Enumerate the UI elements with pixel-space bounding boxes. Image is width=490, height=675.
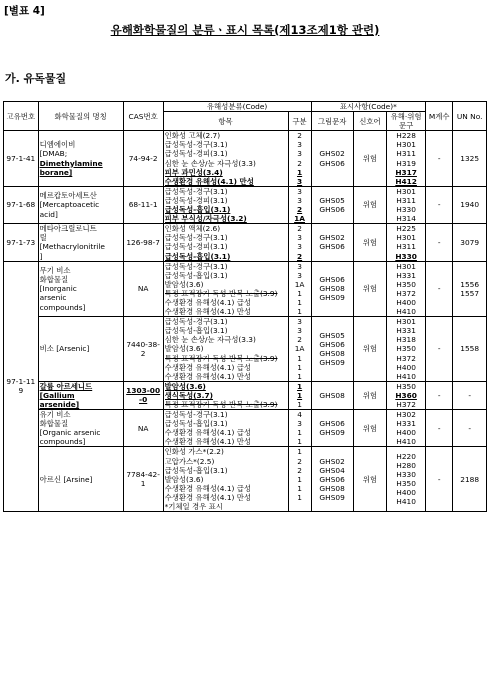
cell-line: 메타아크릴로니트	[39, 224, 97, 234]
table-row	[4, 410, 487, 447]
table-row	[4, 131, 487, 187]
hazard-category: 1	[297, 288, 302, 298]
un-number	[453, 381, 487, 409]
un-number	[453, 410, 487, 447]
hazard-category: 3	[297, 326, 302, 336]
cell-line: H311	[396, 242, 416, 252]
m-factor: -	[426, 261, 453, 317]
document-title: 유해화학물질의 분류ㆍ표시 목록(제13조제1항 관련)	[110, 23, 380, 37]
signal-word: 위험	[353, 261, 387, 317]
cell-line: [Gallium	[39, 390, 75, 400]
cell-line: [Mercaptoacetic	[39, 200, 100, 210]
cell-line: 무기 비소	[39, 266, 71, 276]
hazard-item: 수생환경 유해성(4.1) 만성	[164, 437, 252, 447]
hazard-categories	[288, 381, 311, 409]
hazard-item: 급성독성-경구(3.1)	[164, 233, 228, 243]
col-label-group: 표시사항(Code)*	[311, 102, 425, 112]
cell-line: 디엠에이비	[39, 140, 76, 150]
cell-line: 갈륨 아르세니드	[39, 381, 93, 391]
hazard-item: 발암성(3.6)	[164, 344, 204, 354]
cell-line: GHS06	[319, 474, 345, 484]
table-body	[4, 131, 487, 512]
cell-line: H350	[396, 479, 416, 489]
col-category: 구분	[288, 112, 311, 131]
cell-line: arsenide]	[39, 400, 80, 409]
m-factor: -	[426, 381, 453, 409]
cell-line: -	[468, 390, 471, 400]
chemical-name	[38, 317, 123, 382]
hazard-item: 급성독성-경구(3.1)	[164, 261, 228, 271]
cell-line: H331	[396, 419, 416, 429]
hazard-category: 4	[297, 410, 302, 420]
un-number	[453, 261, 487, 317]
chemical-name	[38, 410, 123, 447]
pictogram-codes	[311, 317, 353, 382]
h-statements	[387, 447, 426, 512]
cell-line: H350	[396, 279, 416, 289]
cell-line: H311	[396, 195, 416, 205]
cell-line: GHS02	[319, 233, 345, 243]
cell-line: 메르캅토아세트산	[39, 191, 97, 201]
hazard-category: 1	[297, 362, 302, 372]
section-heading: 가. 유독물질	[5, 72, 67, 85]
hazard-item: 급성독성-경구(3.1)	[164, 317, 228, 327]
m-factor: -	[426, 224, 453, 261]
cell-line: 릴	[39, 233, 47, 243]
hazard-item: 발암성(3.6)	[164, 381, 206, 391]
cell-line: GHS05	[319, 330, 345, 340]
cell-line: H400	[396, 362, 416, 372]
cell-line: H372	[396, 288, 416, 298]
cell-line: H400	[396, 488, 416, 498]
m-factor: -	[426, 447, 453, 512]
cell-line: H301	[396, 233, 416, 243]
hazard-category: 3	[297, 317, 302, 327]
cell-line: GHS08	[319, 483, 345, 493]
cell-line: H318	[396, 335, 416, 345]
hazard-item: 급성독성-흡입(3.1)	[164, 326, 228, 336]
hazard-item: *기체일 경우 표시	[164, 502, 223, 512]
pictogram-codes	[311, 131, 353, 187]
pictogram-codes	[311, 186, 353, 223]
chemical-name	[38, 186, 123, 223]
hazard-category: 1	[297, 371, 302, 381]
col-hstatement: 유해·위험 문구	[387, 112, 426, 131]
hazard-category: 3	[297, 419, 302, 429]
hazard-item: 급성독성-흡입(3.1)	[164, 251, 231, 261]
hazard-category: 1A	[294, 344, 305, 354]
col-hazard-group: 유해성분류(Code)	[163, 102, 311, 112]
hazard-item: 발암성(3.6)	[164, 279, 204, 289]
cell-line: H410	[396, 371, 416, 381]
cell-line: ]	[39, 251, 43, 261]
cell-line: H412	[395, 176, 417, 186]
hazard-category: 1	[297, 307, 302, 317]
cas-number: 7440-38-2	[123, 317, 163, 382]
hazard-categories	[288, 131, 311, 187]
cell-line: H311	[396, 149, 416, 159]
col-cas: CAS번호	[123, 102, 163, 131]
hazard-item: 인화성 액체(2.6)	[164, 224, 221, 234]
hazard-category: 2	[297, 158, 302, 168]
pictogram-codes	[311, 410, 353, 447]
cell-line: acid]	[39, 209, 58, 219]
pictogram-codes	[311, 381, 353, 409]
cell-line: borane]	[39, 167, 73, 177]
signal-word: 위험	[353, 224, 387, 261]
cell-line: GHS05	[319, 195, 345, 205]
chemical-name	[38, 261, 123, 317]
hazard-category: 3	[297, 233, 302, 243]
cell-line: [Methacrylonitrile	[39, 242, 105, 252]
h-statements	[387, 317, 426, 382]
cell-line: 1940	[460, 200, 480, 210]
hazard-item: 피부 부식성/자극성(3.2)	[164, 214, 247, 224]
cell-line: H410	[396, 497, 416, 507]
cell-line: GHS09	[319, 358, 345, 368]
header-row-1	[4, 102, 487, 112]
hazard-category: 1	[297, 474, 302, 484]
chemical-name	[38, 224, 123, 261]
cell-line: 유기 비소	[39, 410, 71, 420]
cas-number: 68-11-1	[123, 186, 163, 223]
cell-line: H410	[396, 307, 416, 317]
table-row	[4, 317, 487, 382]
cell-line: H220	[396, 452, 416, 462]
cell-line: 1556	[460, 279, 480, 289]
cell-line: [Inorganic	[39, 284, 77, 294]
hazard-item: 심한 눈 손상/눈 자극성(3.3)	[164, 335, 256, 345]
hazard-item: 급성독성-경피(3.1)	[164, 242, 228, 252]
h-statements	[387, 131, 426, 187]
cell-line: H317	[395, 167, 417, 177]
cell-line: 2188	[460, 474, 480, 484]
hazard-category: 3	[296, 176, 303, 186]
h-statements	[387, 381, 426, 409]
hazard-items	[163, 131, 288, 187]
hazard-category: 2	[297, 456, 302, 466]
hazard-item: 수생환경 유해성(4.1) 급성	[164, 297, 252, 307]
cell-line: arsenic	[39, 293, 67, 303]
cell-line: H280	[396, 461, 416, 471]
hazard-item: 수생환경 유해성(4.1) 급성	[164, 483, 252, 493]
hazard-categories	[288, 186, 311, 223]
hazard-items	[163, 317, 288, 382]
hazard-item: 특정 표적장기 독성-반복 노출(3.9)	[164, 400, 278, 409]
un-number	[453, 317, 487, 382]
cell-line: compounds]	[39, 302, 86, 312]
cas-number: NA	[123, 261, 163, 317]
signal-word: 위험	[353, 381, 387, 409]
signal-word: 위험	[353, 186, 387, 223]
hazard-category: 1	[297, 400, 302, 409]
hazard-item: 수생환경 유해성(4.1) 만성	[164, 176, 254, 186]
annex-tag: [별표 4]	[4, 5, 45, 17]
hazard-item: 급성독성-경구(3.1)	[164, 410, 228, 420]
chemical-name	[38, 381, 123, 409]
hazard-item: 급성독성-흡입(3.1)	[164, 465, 228, 475]
m-factor: -	[426, 186, 453, 223]
hazard-item: 수생환경 유해성(4.1) 급성	[164, 428, 252, 438]
hazard-category: 2	[297, 224, 302, 234]
hazard-item: 급성독성-흡입(3.1)	[164, 205, 231, 215]
chemical-name	[38, 131, 123, 187]
cell-line: GHS09	[319, 492, 345, 502]
cell-line: 화합물질	[39, 419, 69, 429]
hazard-item: 급성독성-경피(3.1)	[164, 195, 228, 205]
hazard-item: 특정 표적장기 독성-반복 노출(3.9)	[164, 353, 278, 363]
table-row	[4, 381, 487, 409]
signal-word: 위험	[353, 131, 387, 187]
hazard-category: 3	[297, 195, 302, 205]
cell-line: H410	[396, 437, 416, 447]
hazard-item: 인화성 고체(2.7)	[164, 131, 221, 141]
cell-line: GHS08	[319, 284, 345, 294]
table-row	[4, 186, 487, 223]
cell-line: GHS02	[319, 456, 345, 466]
table-row	[4, 261, 487, 317]
cell-line: H360	[395, 390, 417, 400]
hazard-category: 1	[297, 428, 302, 438]
cell-line: 3079	[460, 237, 480, 247]
hazard-category: 1	[296, 167, 303, 177]
col-id: 고유번호	[4, 102, 39, 131]
h-statements	[387, 410, 426, 447]
h-statements	[387, 261, 426, 317]
cell-line: -	[468, 423, 471, 433]
hazard-categories	[288, 224, 311, 261]
hazard-category: 1	[297, 437, 302, 447]
hazard-category: 2	[296, 251, 303, 261]
cell-line: [DMAB;	[39, 149, 68, 159]
cell-line: GHS08	[319, 348, 345, 358]
hazard-category: 1	[297, 297, 302, 307]
hazard-category: 1	[297, 447, 302, 457]
cell-line: H301	[396, 140, 416, 150]
hazard-item: 생식독성(3.7)	[164, 390, 213, 400]
cell-line: H372	[396, 353, 416, 363]
cell-line: H330	[395, 251, 417, 261]
cell-line: H228	[396, 131, 416, 141]
cell-line: H372	[396, 400, 416, 409]
hazard-category: 3	[297, 270, 302, 280]
cell-line: H330	[396, 470, 416, 480]
hazard-category: 3	[297, 140, 302, 150]
cas-number: 1303-00-0	[123, 381, 163, 409]
hazard-items	[163, 186, 288, 223]
col-pictogram: 그림문자	[311, 112, 353, 131]
cell-line: H330	[396, 205, 416, 215]
hazard-items	[163, 261, 288, 317]
hazard-item: 급성독성-경구(3.1)	[164, 186, 228, 196]
unique-id: 97-1-73	[4, 224, 39, 261]
hazard-category	[290, 502, 310, 511]
cell-line: H350	[396, 381, 416, 391]
hazard-categories	[288, 317, 311, 382]
signal-word: 위험	[353, 447, 387, 512]
cell-line: GHS06	[319, 158, 345, 168]
cell-line: GHS04	[319, 465, 345, 475]
cell-line: GHS09	[319, 428, 345, 438]
un-number	[453, 131, 487, 187]
unique-id: 97-1-68	[4, 186, 39, 223]
col-item: 항목	[163, 112, 288, 131]
chemical-name	[38, 447, 123, 512]
cell-line: compounds]	[39, 437, 86, 447]
hazard-item: 수생환경 유해성(4.1) 만성	[164, 492, 252, 502]
hazard-item: 급성독성-경구(3.1)	[164, 140, 228, 150]
hazard-category: 2	[297, 131, 302, 141]
cell-line: GHS06	[319, 205, 345, 215]
col-signal: 신호어	[353, 112, 387, 131]
m-factor: -	[426, 317, 453, 382]
cell-line: GHS06	[319, 419, 345, 429]
cell-line: Dimethylamine	[39, 158, 103, 168]
cas-number: 126-98-7	[123, 224, 163, 261]
un-number	[453, 224, 487, 261]
hazard-category: 1A	[294, 279, 305, 289]
m-factor: -	[426, 410, 453, 447]
cas-number: 7784-42-1	[123, 447, 163, 512]
hazard-item: 특정 표적장기 독성-반복 노출(3.9)	[164, 288, 278, 298]
hazard-item: 발암성(3.6)	[164, 474, 204, 484]
cell-line: GHS06	[319, 275, 345, 285]
hazard-categories	[288, 261, 311, 317]
cell-line: GHS09	[319, 293, 345, 303]
hazard-item: 수생환경 유해성(4.1) 만성	[164, 307, 252, 317]
cell-line: 아르신 [Arsine]	[39, 474, 93, 484]
hazard-item: 고압가스*(2.5)	[164, 456, 215, 466]
hazard-category: 1	[297, 353, 302, 363]
signal-word: 위험	[353, 317, 387, 382]
cell-line: 1325	[460, 154, 480, 164]
cell-line: H319	[396, 158, 416, 168]
hazard-item: 급성독성-흡입(3.1)	[164, 419, 228, 429]
cell-line: H400	[396, 428, 416, 438]
hazard-category: 1	[297, 492, 302, 502]
cell-line: H301	[396, 317, 416, 327]
hazard-category: 2	[297, 335, 302, 345]
hazard-category: 3	[297, 186, 302, 196]
hazard-category: 1	[296, 381, 303, 391]
cas-number: 74-94-2	[123, 131, 163, 187]
cell-line: 1558	[460, 344, 480, 354]
cas-number: NA	[123, 410, 163, 447]
hazard-category: 2	[296, 205, 303, 215]
un-number	[453, 447, 487, 512]
hazard-category: 3	[297, 149, 302, 159]
cell-line: H301	[396, 186, 416, 196]
hazard-item: 수생환경 유해성(4.1) 급성	[164, 362, 252, 372]
hazard-category: 1A	[294, 214, 305, 224]
col-m-factor: M계수	[426, 102, 453, 131]
hazard-category: 3	[297, 261, 302, 271]
hazard-item: 심한 눈 손상/눈 자극성(3.3)	[164, 158, 256, 168]
cell-line: GHS06	[319, 242, 345, 252]
cell-line: H302	[396, 410, 416, 420]
pictogram-codes	[311, 447, 353, 512]
cell-line: GHS08	[319, 390, 345, 400]
col-name: 화학물질의 명칭	[38, 102, 123, 131]
cell-line: H331	[396, 270, 416, 280]
signal-word: 위험	[353, 410, 387, 447]
un-number	[453, 186, 487, 223]
hazard-items	[163, 381, 288, 409]
cell-line: 화합물질	[39, 275, 69, 285]
unique-id: 97-1-119	[4, 261, 39, 512]
h-statements	[387, 224, 426, 261]
hazard-categories	[288, 447, 311, 512]
cell-line: H400	[396, 297, 416, 307]
hazard-item: 피부 과민성(3.4)	[164, 167, 223, 177]
table-row	[4, 447, 487, 512]
hazard-item: 급성독성-경피(3.1)	[164, 149, 228, 159]
hazard-classification-table	[3, 101, 487, 512]
hazard-category: 2	[297, 465, 302, 475]
cell-line: GHS06	[319, 339, 345, 349]
cell-line: GHS02	[319, 149, 345, 159]
hazard-items	[163, 447, 288, 512]
cell-line: H301	[396, 261, 416, 271]
pictogram-codes	[311, 261, 353, 317]
hazard-category: 3	[297, 242, 302, 252]
table-row	[4, 224, 487, 261]
hazard-category: 1	[297, 483, 302, 493]
hazard-item: 수생환경 유해성(4.1) 만성	[164, 371, 252, 381]
cell-line: H350	[396, 344, 416, 354]
cell-line: 1557	[460, 288, 480, 298]
hazard-item: 인화성 가스*(2.2)	[164, 447, 224, 457]
cell-line: [Organic arsenic	[39, 428, 101, 438]
cell-line: H225	[396, 224, 416, 234]
hazard-categories	[288, 410, 311, 447]
col-un: UN No.	[453, 102, 487, 131]
unique-id: 97-1-41	[4, 131, 39, 187]
pictogram-codes	[311, 224, 353, 261]
hazard-items	[163, 224, 288, 261]
cell-line: H314	[396, 214, 416, 224]
m-factor: -	[426, 131, 453, 187]
hazard-items	[163, 410, 288, 447]
cell-line: 비소 [Arsenic]	[39, 344, 90, 354]
hazard-item: 급성독성-흡입(3.1)	[164, 270, 228, 280]
h-statements	[387, 186, 426, 223]
hazard-category: 1	[296, 390, 303, 400]
cell-line: H331	[396, 326, 416, 336]
